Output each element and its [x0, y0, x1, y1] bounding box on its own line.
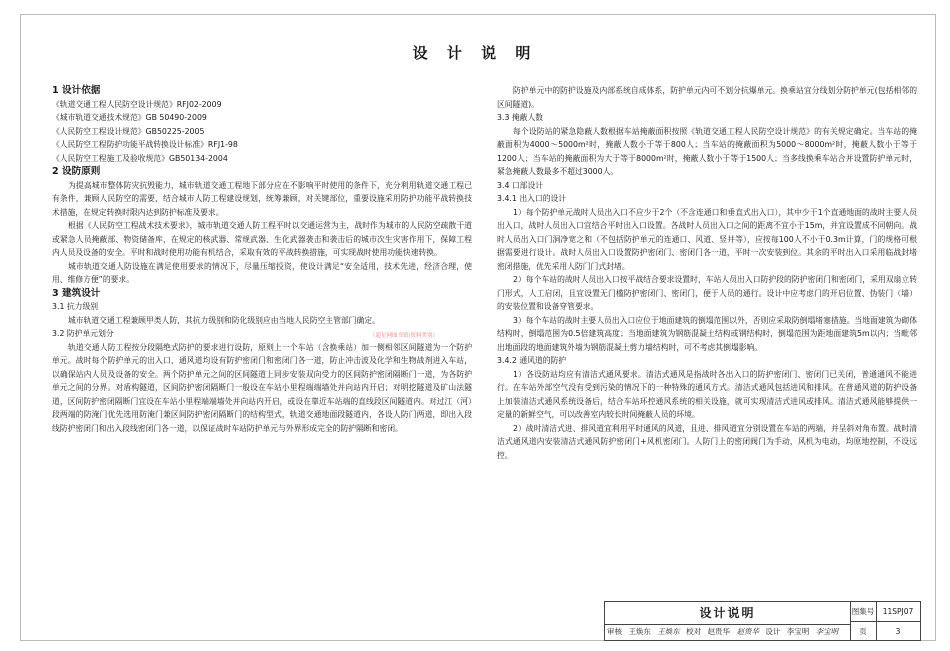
signature-row [605, 624, 851, 640]
section-1-heading: 1 设计依据 [52, 85, 101, 96]
subsection-3-4-1-heading: 3.4.1 出入口的设计 [497, 194, 567, 203]
atlas-number-value: 11SPJ07 [882, 607, 914, 616]
subsection-3-1-heading: 3.1 抗力级别 [52, 302, 99, 311]
paragraph: 防护单元中的防护设施及内部系统自成体系，防护单元内可不划分抗爆单元。换乘站宜分线划分防护单元(包括相邻的区间隧道)。 [497, 86, 917, 109]
paragraph: 根据《人民防空工程战术技术要求》，城市轨道交通人防工程平时以交通运营为主，战时作为城市的人民防空疏散干道或紧急人员掩蔽部、物资储备库，在规定的核武器、常规武器、生化武器袭击和袭击后的城市次生灾害作用下，保障工程内人员及设备的安全。平时和战时使用功能有机结合，采取有效的平战转换措施，可实现战时使用功能快速转换。 [52, 221, 472, 257]
paragraph: 为提高城市整体防灾抗毁能力，城市轨道交通工程地下部分应在不影响平时使用的条件下，充分利用轨道交通工程已有条件，兼顾人民防空的需要，结合城市人防工程建设规划，统筹兼顾，对关键部位，重要设施采用防护功能平战转换技术措施，在规定转换时限内达到防护标准及要求。 [52, 180, 472, 217]
subsection-3-4-heading: 3.4 口部设计 [497, 180, 544, 190]
atlas-number-label: 图集号 [850, 602, 877, 621]
reviewer-signature: 王焕东 [657, 627, 680, 636]
designer-signature: 李宝明 [815, 627, 839, 636]
checker-name: 赵贵华 [707, 627, 731, 636]
subsection-3-2-heading: 3.2 防护单元划分 [52, 329, 114, 338]
paragraph: 城市轨道交通工程兼顾甲类人防，其抗力级别和防化级别应由当地人民防空主管部门确定。 [68, 315, 380, 325]
section-2-heading: 2 设防原则 [52, 166, 101, 177]
subsection-3-3-heading: 3.3 掩蔽人数 [497, 113, 544, 122]
reference-item: 《人民防空工程设计规范》GB50225-2005 [52, 126, 205, 136]
list-item: 1）每个防护单元战时人员出入口不应少于2个（不含连通口和垂直式出入口），其中少于1个直通地面的战时主要人员出入口，战时人员出入口宜结合平时出入口设置。各战时人员出入口之间的距离不宜小于15m，并宜设置成不同朝向。战时人员出入口门洞净宽之和（不包括防护单元的连通口、风道、竖井等），应按每100人不小于0.3m计算，门的规格可根据需要进行设计。战时人员出入口设置防护密闭门、密闭门各一道，平时一次安装到位。其余的平时出入口采用临战封堵密闭措施，优先采用人防门门式封堵。 [497, 207, 917, 271]
list-item: 3）每个车站的战时主要人员出入口应位于地面建筑的倒塌范围以外，否则应采取防倒塌堵塞措施。当地面建筑为砌体结构时，倒塌范围为0.5倍建筑高度；当地面建筑为钢筋混凝土结构或钢结构时，倒塌范围为距地面建筑5m以内；当毗邻出地面段的地面建筑外墙为钢筋混凝土剪力墙结构时，可不考虑其倒塌影响。 [497, 315, 917, 352]
list-item: 1）各设防站均应有清洁式通风要求。清洁式通风是指战时各出入口的防护密闭门、密闭门已关闭，普通通风不能进行。在车站外部空气没有受到污染的情况下的一种特殊的通风方式。清洁式通风包括进风和排风。在普通风道的防护设备上加装清洁式通风系统设备后，结合车站环控通风系统的相关设施，就可实现清洁式进风或排风。清洁式通风能够提供一定量的新鲜空气，可以改善室内较长时间掩蔽人员的环境。 [497, 369, 917, 419]
watermark: （超星网图书馆/资料类别） [370, 333, 438, 339]
designer-name: 李宝明 [786, 627, 810, 636]
section-3-heading: 3 建筑设计 [52, 287, 101, 299]
reference-item: 《人民防空工程防护功能平战转换设计标准》RFJ1-98 [52, 140, 238, 149]
reviewer-name: 王焕东 [628, 627, 651, 636]
title-block-title: 设计说明 [605, 602, 851, 625]
page-title: 设 计 说 明 [412, 44, 538, 62]
left-column [52, 84, 472, 435]
page-label: 页 [850, 621, 877, 641]
right-column [497, 84, 917, 462]
reviewer-label: 审核 [607, 627, 622, 636]
paragraph: 城市轨道交通人防设施在满足使用要求的情况下，尽量压缩投资，使设计满足“安全适用，技术先进，经济合理，使用、维修方便”的要求。 [52, 261, 472, 284]
paragraph: 轨道交通人防工程按分段隔绝式防护的要求进行设防，原则上一个车站（含换乘站）加一侧相邻区间隧道为一个防护单元。战时每个防护单元的出入口、通风道均设有防护密闭门和密闭门各一道，防止冲击波及化学和生物战剂进入车站，以确保站内人员及设备的安全。两个防护单元之间的区间隧道上同步安装双向受力的区间防护密闭隔断门一道，为各防护单元之间的分界。对盾构隧道，区间防护密闭隔断门一般设在车站小里程端端墙处并向站内开启；对明挖隧道及矿山法隧道，区间防护密闭隔断门宜设在车站小里程端端墙处并向站内开启，或设在靠近车站端的直线段区间隧道内。对过江（河）段两端的防淹门优先选用防淹门兼区间防护密闭隔断门的结构型式，轨道交通地面段隧道内，各设人防门两道，即出入段线防护密闭门和出入段线密闭门各一道，以保证战时车站防护单元与外界形成完全的防护隔断和密闭。 [52, 342, 472, 433]
subsection-3-4-2-heading: 3.4.2 通风道的防护 [497, 356, 567, 365]
designer-label: 设计 [765, 627, 781, 636]
page-number-value: 3 [876, 621, 920, 641]
paragraph: 每个设防站的紧急隐蔽人数根据车站掩蔽面积按照《轨道交通工程人民防空设计规范》的有关规定确定。当车站的掩蔽面积为4000～5000m²时，掩蔽人数小于等于800人；当车站的掩蔽面积为5000～8000m²时，掩蔽人数小于等于1200人；当车站的掩蔽面积为大于等于8000m²时，掩蔽人数小于等于1500人；当多线换乘车站合并设置防护单元时，紧急掩蔽人数最多不超过3000人。 [497, 126, 917, 176]
reference-item: 《轨道交通工程人民防空设计规范》RFJ02-2009 [52, 99, 222, 109]
list-item: 2）每个车站的战时人员出入口按平战结合要求设置时，车站人员出入口防护段的防护密闭门和密闭门，采用双扇立转门形式，人工启闭，且宜设置无门槛防护密闭门、密闭门，便于人员的通行。设计中应考虑门的开启位置、伪装门（墙）的安装位置和设备穿管要求。 [497, 275, 917, 311]
title-block [604, 601, 921, 641]
checker-signature: 赵贵华 [736, 627, 759, 636]
reference-item: 《城市轨道交通技术规范》GB 50490-2009 [52, 113, 207, 122]
reference-item: 《人民防空工程施工及验收规范》GB50134-2004 [52, 153, 228, 163]
list-item: 2）战时清洁式进、排风道宜利用平时通风的风道，且进、排风道宜分别设置在车站的两端，并呈斜对角布置。战时清洁式通风道内安装清洁式通风防护密闭门+风机密闭门。人防门上的密闭阀门为手动，风机为电动，均原地控制，不设远控。 [497, 423, 917, 460]
checker-label: 校对 [686, 627, 702, 636]
